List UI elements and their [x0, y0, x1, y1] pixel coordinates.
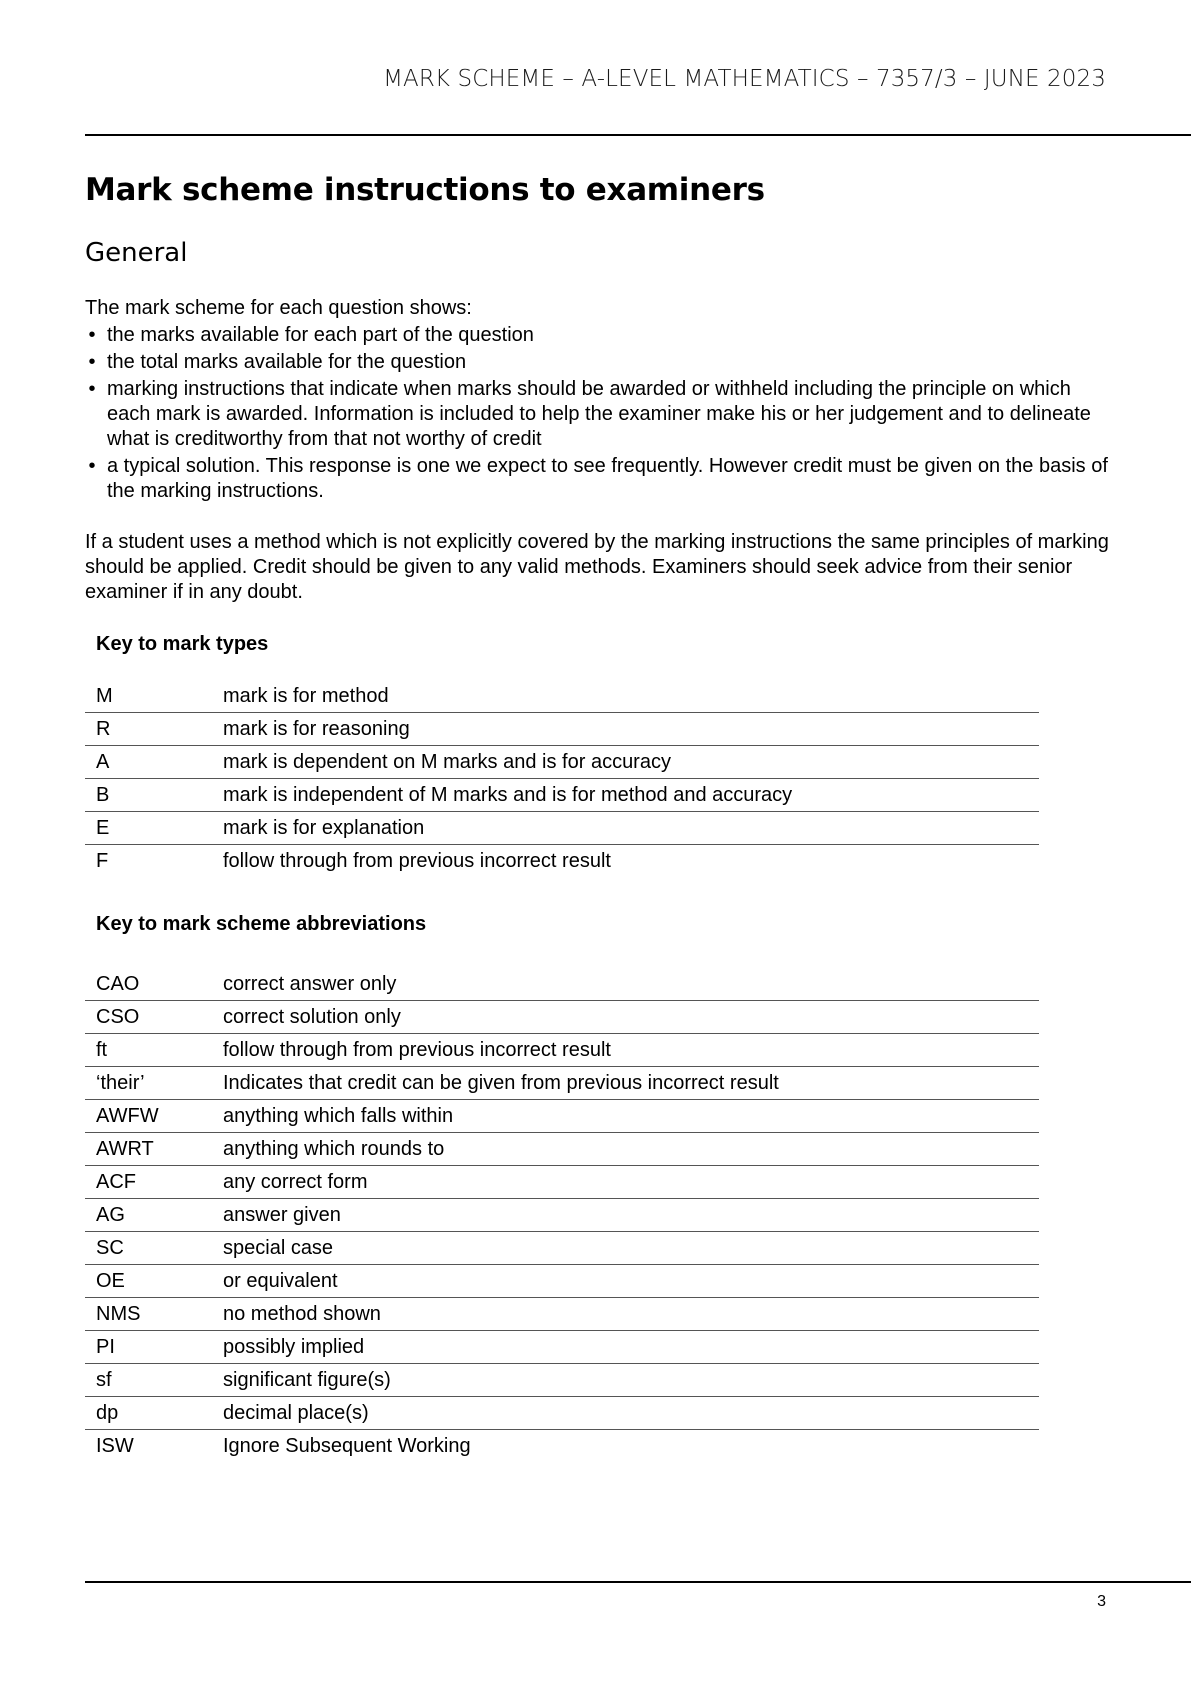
- running-header: MARK SCHEME – A-LEVEL MATHEMATICS – 7357/3 – JUNE 2023: [383, 66, 1106, 92]
- abbreviation-description: Indicates that credit can be given from previous incorrect result: [223, 1067, 1039, 1100]
- mark-type-description: mark is for reasoning: [223, 713, 1039, 746]
- bullet-text: the marks available for each part of the question: [107, 324, 534, 346]
- table-row: [85, 1034, 1039, 1067]
- intro-block: [85, 296, 1115, 506]
- mark-type-code: A: [85, 746, 223, 779]
- abbreviation-description: significant figure(s): [223, 1364, 1039, 1397]
- table-row: [85, 1331, 1039, 1364]
- mark-type-code: B: [85, 779, 223, 812]
- abbreviation-description: decimal place(s): [223, 1397, 1039, 1430]
- list-item: [85, 323, 1115, 348]
- page-number: 3: [1097, 1593, 1106, 1610]
- section-title: General: [85, 238, 188, 268]
- table-row: [85, 968, 1039, 1001]
- abbreviation-code: CSO: [85, 1001, 223, 1034]
- abbreviation-description: answer given: [223, 1199, 1039, 1232]
- intro-bullet-list: [85, 323, 1115, 504]
- table-row: [85, 746, 1039, 779]
- abbreviation-code: NMS: [85, 1298, 223, 1331]
- mark-types-table: [85, 680, 1039, 877]
- method-guidance-paragraph: If a student uses a method which is not explicitly covered by the marking instructions the same principles of marking should be applied. Credit should be given to any valid methods. Examiners should seek advice from their senior examiner if in any doubt.: [85, 531, 1109, 603]
- table-row: [85, 1430, 1039, 1463]
- mark-type-description: mark is independent of M marks and is for method and accuracy: [223, 779, 1039, 812]
- mark-type-description: mark is for method: [223, 680, 1039, 713]
- mark-type-description: mark is dependent on M marks and is for accuracy: [223, 746, 1039, 779]
- abbreviations-heading: Key to mark scheme abbreviations: [96, 913, 427, 935]
- abbreviation-code: dp: [85, 1397, 223, 1430]
- table-row: [85, 1364, 1039, 1397]
- abbreviation-description: possibly implied: [223, 1331, 1039, 1364]
- table-row: [85, 1133, 1039, 1166]
- bullet-icon: •: [88, 324, 96, 346]
- table-row: [85, 1232, 1039, 1265]
- table-row: [85, 812, 1039, 845]
- bullet-icon: •: [88, 378, 96, 400]
- abbreviation-code: SC: [85, 1232, 223, 1265]
- table-row: [85, 1166, 1039, 1199]
- abbreviations-table: [85, 968, 1039, 1462]
- page-title: Mark scheme instructions to examiners: [85, 172, 765, 208]
- abbreviation-code: sf: [85, 1364, 223, 1397]
- intro-lead: The mark scheme for each question shows:: [85, 297, 472, 319]
- abbreviation-description: any correct form: [223, 1166, 1039, 1199]
- mark-type-code: E: [85, 812, 223, 845]
- table-row: [85, 1100, 1039, 1133]
- abbreviation-code: PI: [85, 1331, 223, 1364]
- abbreviation-code: CAO: [85, 968, 223, 1001]
- abbreviation-code: AWRT: [85, 1133, 223, 1166]
- abbreviation-description: correct answer only: [223, 968, 1039, 1001]
- header-rule: [85, 134, 1191, 136]
- mark-types-heading: Key to mark types: [96, 633, 269, 655]
- mark-type-code: R: [85, 713, 223, 746]
- abbreviation-code: ‘their’: [85, 1067, 223, 1100]
- bullet-text: the total marks available for the question: [107, 351, 467, 373]
- mark-type-code: M: [85, 680, 223, 713]
- abbreviation-description: Ignore Subsequent Working: [223, 1435, 471, 1457]
- table-row: [85, 1265, 1039, 1298]
- abbreviation-code: AG: [85, 1199, 223, 1232]
- table-row: [85, 1001, 1039, 1034]
- table-row: [85, 680, 1039, 713]
- abbreviation-code: ISW: [96, 1435, 134, 1457]
- abbreviation-code: ACF: [85, 1166, 223, 1199]
- table-row: [85, 845, 1039, 878]
- abbreviation-description: follow through from previous incorrect result: [223, 1034, 1039, 1067]
- bullet-icon: •: [88, 455, 96, 477]
- mark-type-description: follow through from previous incorrect result: [223, 850, 611, 872]
- bullet-text: marking instructions that indicate when marks should be awarded or withheld including the principle on which each mark is awarded. Information is included to help the examiner make his or her judgement and to delineate what is creditworthy from that not worthy of credit: [107, 378, 1091, 450]
- bullet-text: a typical solution. This response is one we expect to see frequently. However credit must be given on the basis of the marking instructions.: [107, 455, 1108, 502]
- mark-type-description: mark is for explanation: [223, 812, 1039, 845]
- footer-rule: [85, 1581, 1191, 1583]
- abbreviation-description: or equivalent: [223, 1265, 1039, 1298]
- abbreviation-description: anything which rounds to: [223, 1133, 1039, 1166]
- list-item: [85, 350, 1115, 375]
- table-row: [85, 779, 1039, 812]
- abbreviation-code: ft: [85, 1034, 223, 1067]
- table-row: [85, 713, 1039, 746]
- abbreviation-description: special case: [223, 1232, 1039, 1265]
- abbreviation-code: OE: [85, 1265, 223, 1298]
- abbreviation-description: no method shown: [223, 1298, 1039, 1331]
- list-item: [85, 454, 1115, 504]
- table-row: [85, 1397, 1039, 1430]
- abbreviation-description: anything which falls within: [223, 1100, 1039, 1133]
- list-item: [85, 377, 1115, 452]
- table-row: [85, 1067, 1039, 1100]
- table-row: [85, 1199, 1039, 1232]
- abbreviation-description: correct solution only: [223, 1001, 1039, 1034]
- table-row: [85, 1298, 1039, 1331]
- bullet-icon: •: [88, 351, 96, 373]
- mark-type-code: F: [96, 850, 109, 872]
- abbreviation-code: AWFW: [85, 1100, 223, 1133]
